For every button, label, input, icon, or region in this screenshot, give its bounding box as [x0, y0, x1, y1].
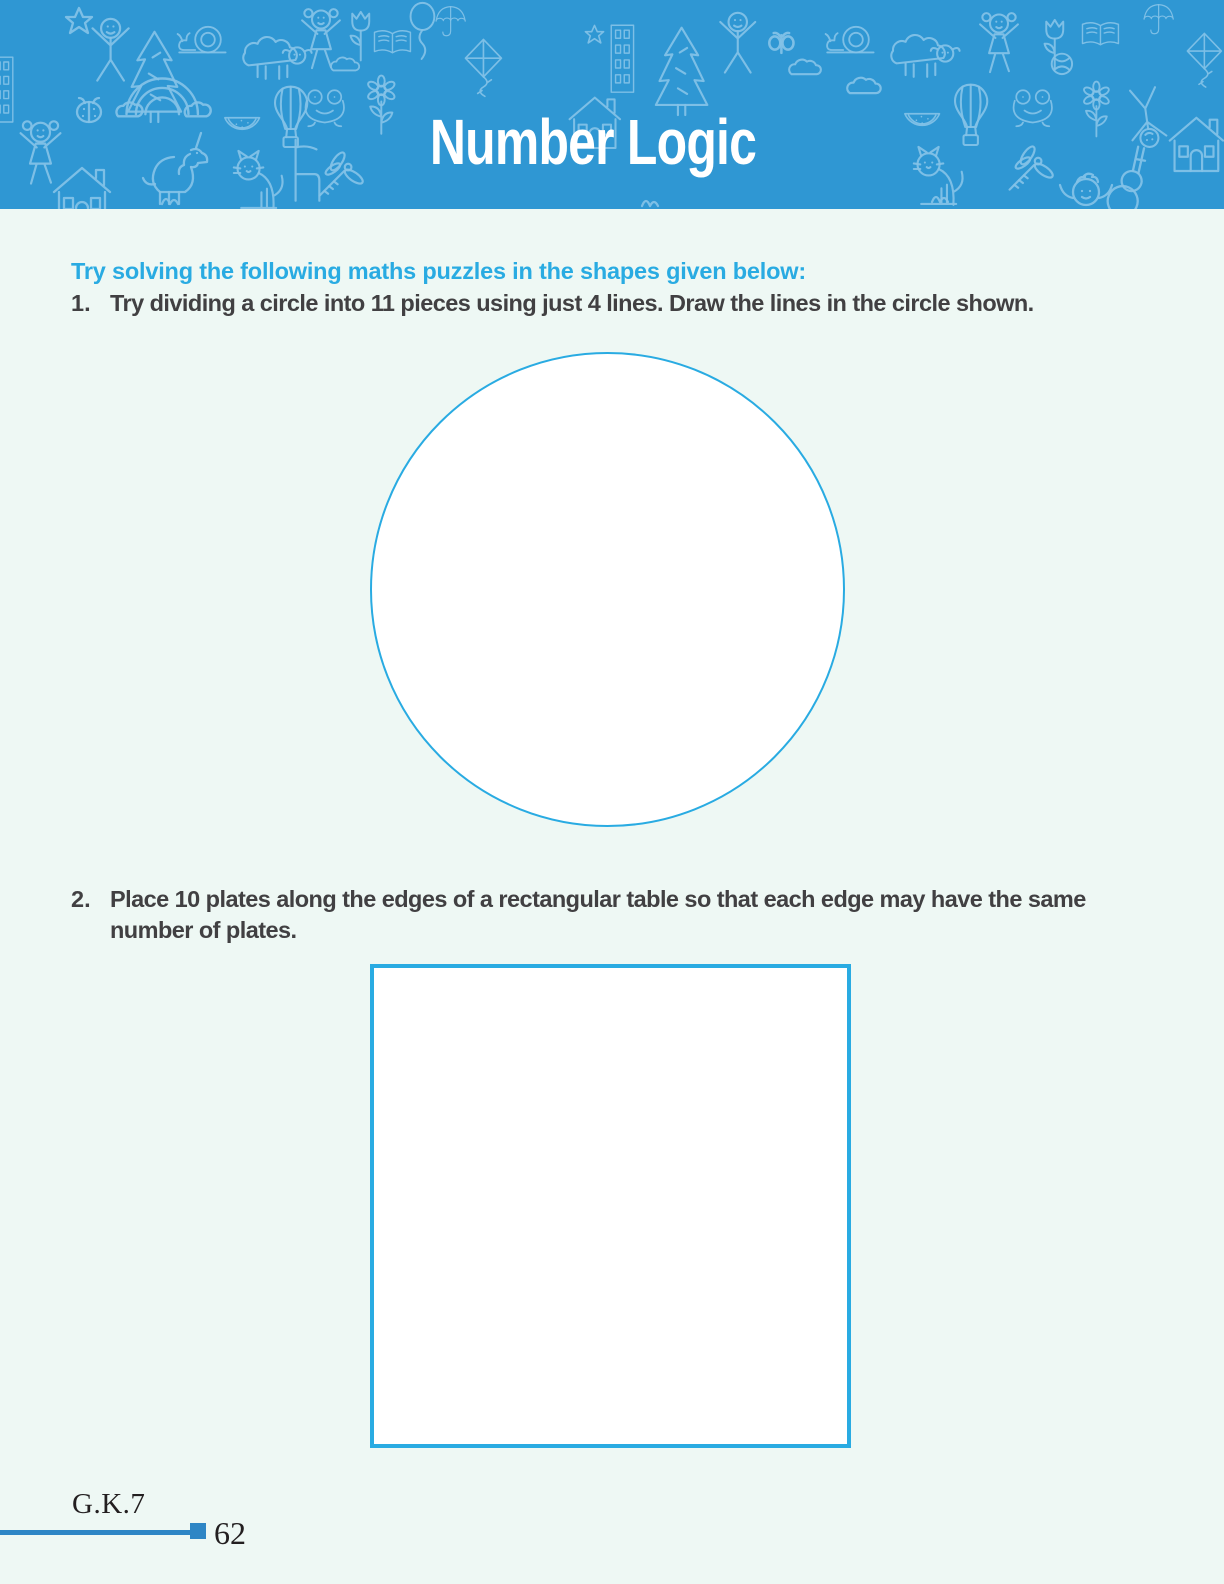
doodle-umbrella-icon	[436, 7, 465, 36]
doodle-cloud-icon	[331, 57, 359, 70]
doodle-squiggle-icon	[642, 201, 658, 206]
question-1	[71, 288, 1034, 319]
doodle-star-icon	[585, 25, 603, 43]
doodle-ladybug-icon	[77, 98, 101, 122]
question-2	[71, 884, 1095, 946]
page-title: Number Logic	[429, 106, 757, 178]
doodle-daisy-icon	[1083, 82, 1110, 137]
doodle-guitar-icon	[1103, 143, 1160, 209]
footer-square-marker	[190, 1523, 206, 1539]
doodle-squiggle-icon	[932, 197, 948, 202]
doodle-kite-icon	[1187, 33, 1221, 87]
doodle-pigtail-girl-icon	[980, 13, 1018, 72]
doodle-tulip-icon	[351, 12, 370, 60]
answer-circle-drawing-area[interactable]	[370, 352, 845, 827]
doodle-sheep-icon	[243, 37, 311, 79]
book-code: G.K.7	[72, 1488, 146, 1520]
doodle-sheep-icon	[891, 35, 959, 77]
doodle-house-icon	[54, 168, 110, 209]
answer-rectangle-drawing-area[interactable]	[370, 964, 851, 1448]
doodle-snail-icon	[178, 27, 226, 53]
doodle-jumping-kid-icon	[720, 13, 755, 73]
doodle-balloon-icon	[411, 3, 435, 59]
question-1-number: 1.	[71, 290, 91, 316]
intro-instruction: Try solving the following maths puzzles in the shapes given below:	[71, 258, 806, 284]
doodle-jumping-kid-icon	[93, 19, 129, 81]
doodle-house-icon	[1170, 118, 1223, 171]
doodle-star-icon	[66, 8, 92, 33]
doodle-cloud-icon	[847, 78, 881, 93]
question-2-number: 2.	[71, 886, 91, 912]
question-2-text: Place 10 plates along the edges of a rectangular table so that each edge may have the same number of plates.	[110, 886, 1086, 943]
doodle-kite-icon	[465, 39, 501, 96]
doodle-open-book-icon	[374, 31, 410, 53]
doodle-handstand-kid-icon	[1126, 87, 1168, 150]
doodle-cloud-icon	[789, 60, 821, 75]
page-number: 62	[214, 1515, 246, 1551]
doodle-building-icon	[0, 57, 13, 122]
doodle-umbrella-icon	[1144, 5, 1173, 34]
doodle-pigtail-girl-icon	[21, 121, 61, 183]
doodle-snail-icon	[826, 27, 874, 53]
doodle-building-icon	[611, 25, 633, 92]
doodle-pine-tree-icon	[656, 28, 708, 115]
doodle-open-book-icon	[1082, 23, 1118, 45]
question-1-text: Try dividing a circle into 11 pieces using just 4 lines. Draw the lines in the circle shown.	[110, 290, 1034, 316]
chapter-banner	[0, 0, 1224, 209]
doodle-pigtail-girl-icon	[302, 9, 340, 68]
doodle-boy-icon	[1060, 174, 1112, 205]
footer-rule	[0, 1530, 192, 1535]
doodle-butterfly-icon	[769, 33, 793, 53]
